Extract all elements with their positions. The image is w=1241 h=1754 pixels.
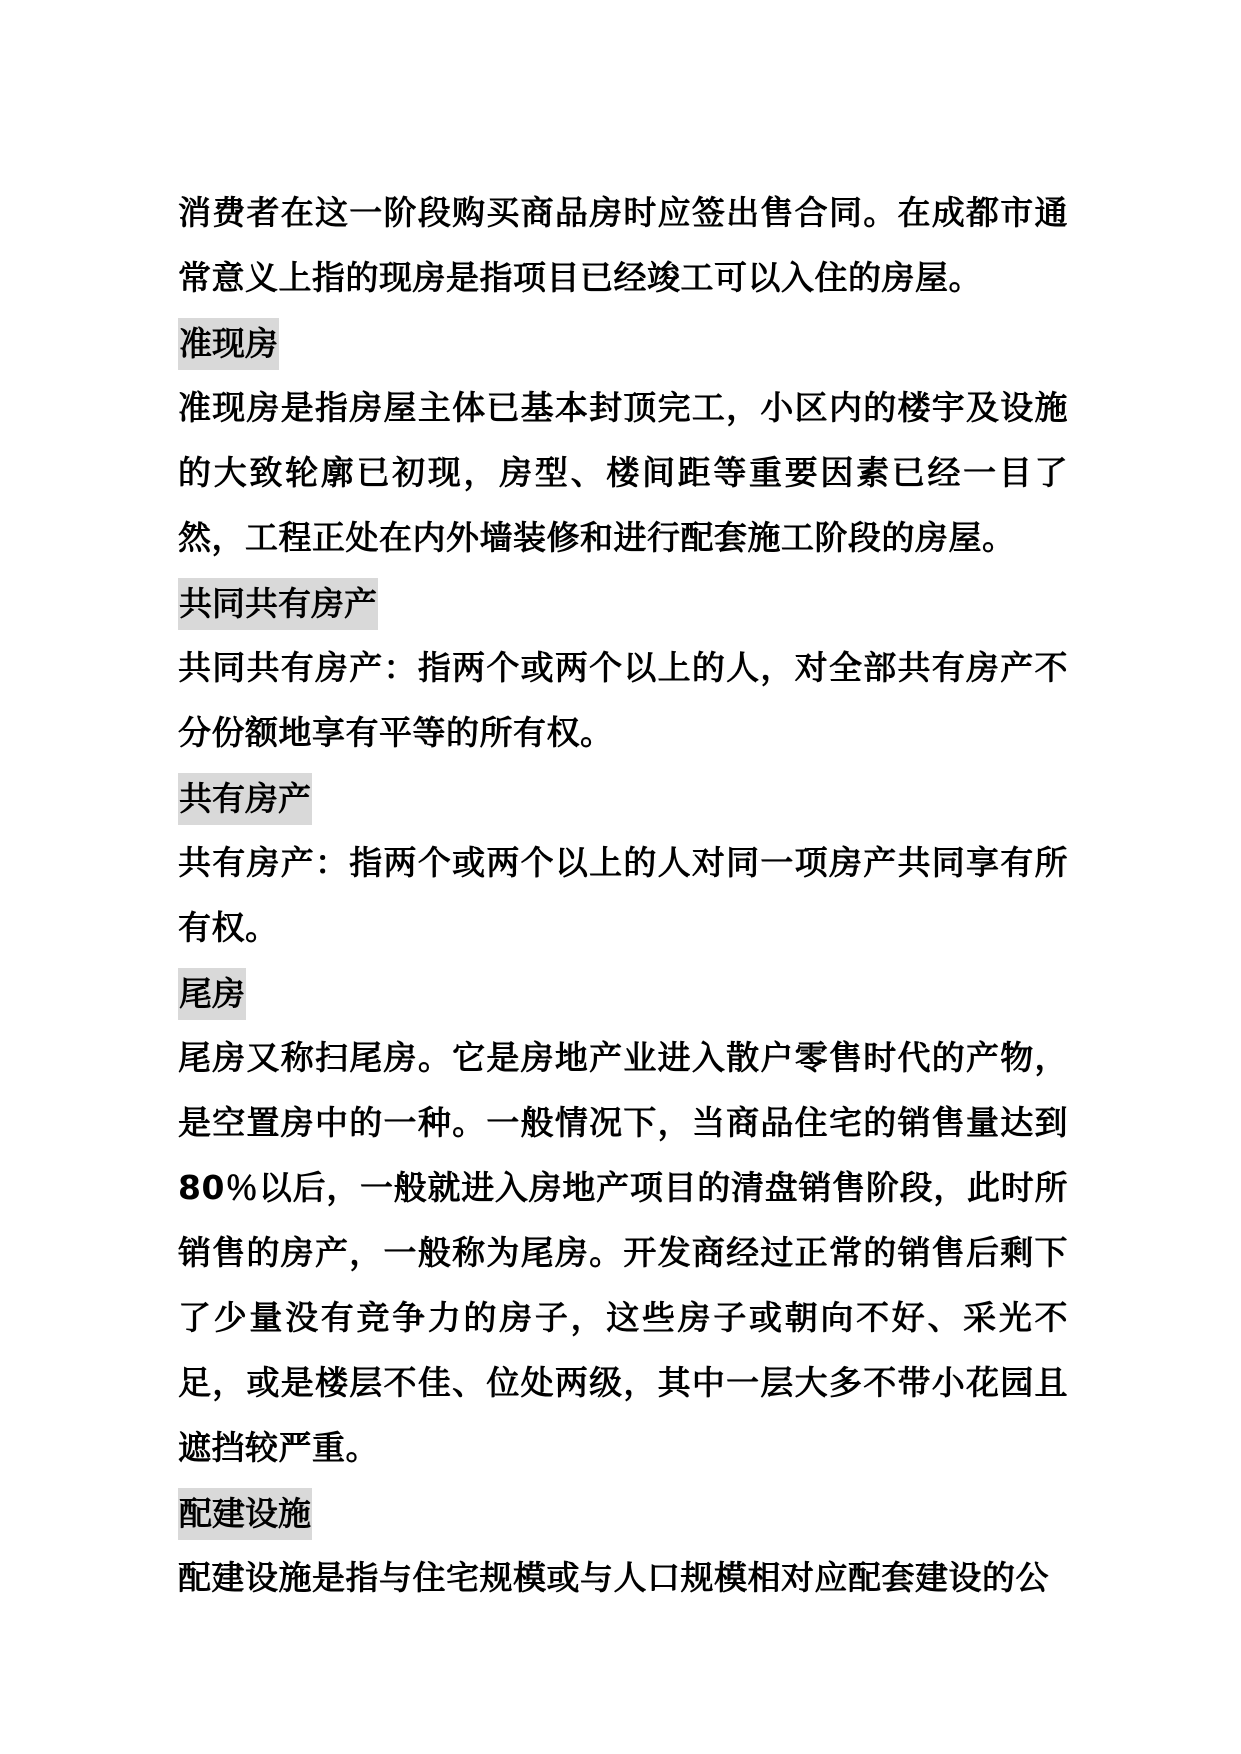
heading-text: 共同共有房产 <box>178 578 378 630</box>
heading-tail-house <box>178 960 1068 1025</box>
paragraph-joint-co-ownership: 共同共有房产：指两个或两个以上的人，对全部共有房产不分份额地享有平等的所有权。 <box>178 648 1068 752</box>
paragraph-existing-house: 消费者在这一阶段购买商品房时应签出售合同。在成都市通常意义上指的现房是指项目已经竣工可以入住的房屋。 <box>178 193 1068 297</box>
heading-joint-co-ownership <box>178 570 1068 635</box>
heading-co-owned-property <box>178 765 1068 830</box>
heading-text: 准现房 <box>178 318 279 370</box>
paragraph-supporting-facilities: 配建设施是指与住宅规模或与人口规模相对应配套建设的公 <box>178 1558 1049 1597</box>
heading-text: 配建设施 <box>178 1488 312 1540</box>
heading-quasi-existing-house <box>178 310 1068 375</box>
paragraph-co-owned-property: 共有房产：指两个或两个以上的人对同一项房产共同享有所有权。 <box>178 843 1068 947</box>
paragraph-quasi-existing-house: 准现房是指房屋主体已基本封顶完工，小区内的楼宇及设施的大致轮廓已初现，房型、楼间距等重要因素已经一目了然，工程正处在内外墙装修和进行配套施工阶段的房屋。 <box>178 388 1068 557</box>
heading-text: 尾房 <box>178 968 246 1020</box>
heading-text: 共有房产 <box>178 773 312 825</box>
document-body <box>178 180 1068 1610</box>
paragraph-tail-house: 尾房又称扫尾房。它是房地产业进入散户零售时代的产物，是空置房中的一种。一般情况下，当商品住宅的销售量达到 80％以后，一般就进入房地产项目的清盘销售阶段，此时所销售的房产，一般称为尾房。开发商经过正常的销售后剩下了少量没有竞争力的房子，这些房子或朝向不好、采光不足，或是楼层不佳、位处两级，其中一层大多不带小花园且遮挡较严重。 <box>178 1038 1068 1467</box>
heading-supporting-facilities <box>178 1480 1068 1545</box>
